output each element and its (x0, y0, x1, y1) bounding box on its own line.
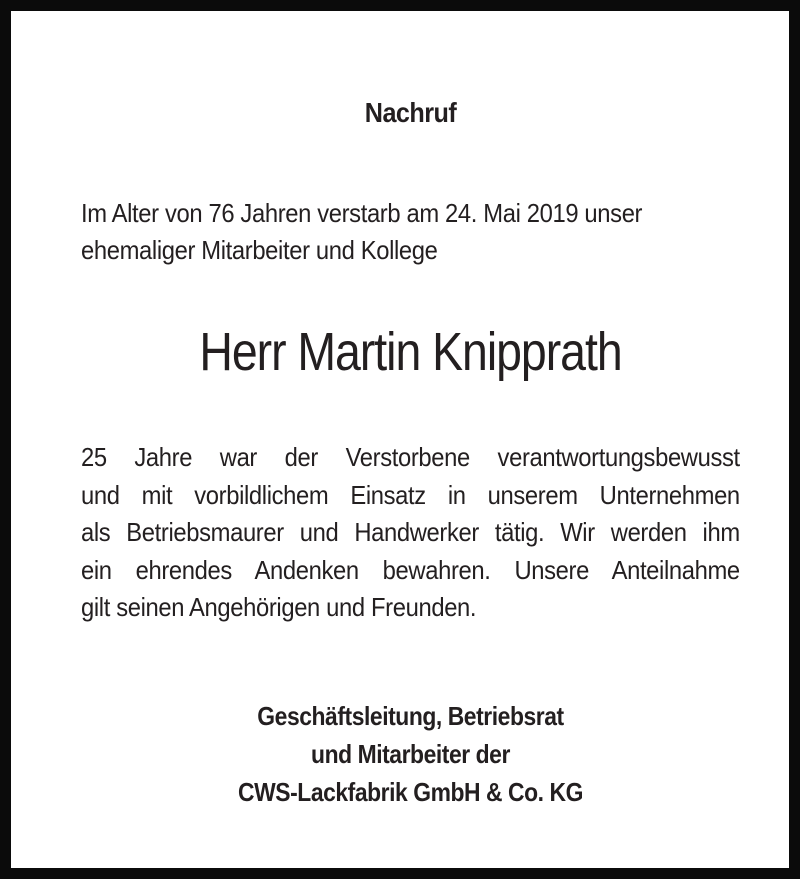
intro-text (81, 195, 740, 269)
deceased-name: Herr Martin Knipprath (199, 322, 622, 382)
body-line: 25 Jahre war der Verstorbene verantwortungsbewusst (81, 442, 740, 472)
signature-line: Geschäftsleitung, Betriebsrat (257, 701, 564, 731)
body-line: und mit vorbildlichem Einsatz in unserem Unternehmen (81, 479, 740, 510)
intro-line: Im Alter von 76 Jahren verstarb am 24. Mai 2019 unser (81, 198, 643, 228)
signature-block (121, 697, 701, 811)
body-line: gilt seinen Angehörigen und Freunden. (81, 592, 477, 622)
body-line: ein ehrendes Andenken bewahren. Unsere Anteilnahme (81, 554, 740, 585)
body-line: als Betriebsmaurer und Handwerker tätig. Wir werden ihm (81, 517, 740, 547)
signature-line: und Mitarbeiter der (311, 739, 510, 769)
intro-line: ehemaliger Mitarbeiter und Kollege (81, 235, 438, 265)
obituary-heading: Nachruf (364, 97, 457, 128)
body-text (81, 439, 740, 627)
signature-line: CWS-Lackfabrik GmbH & Co. KG (238, 777, 583, 807)
